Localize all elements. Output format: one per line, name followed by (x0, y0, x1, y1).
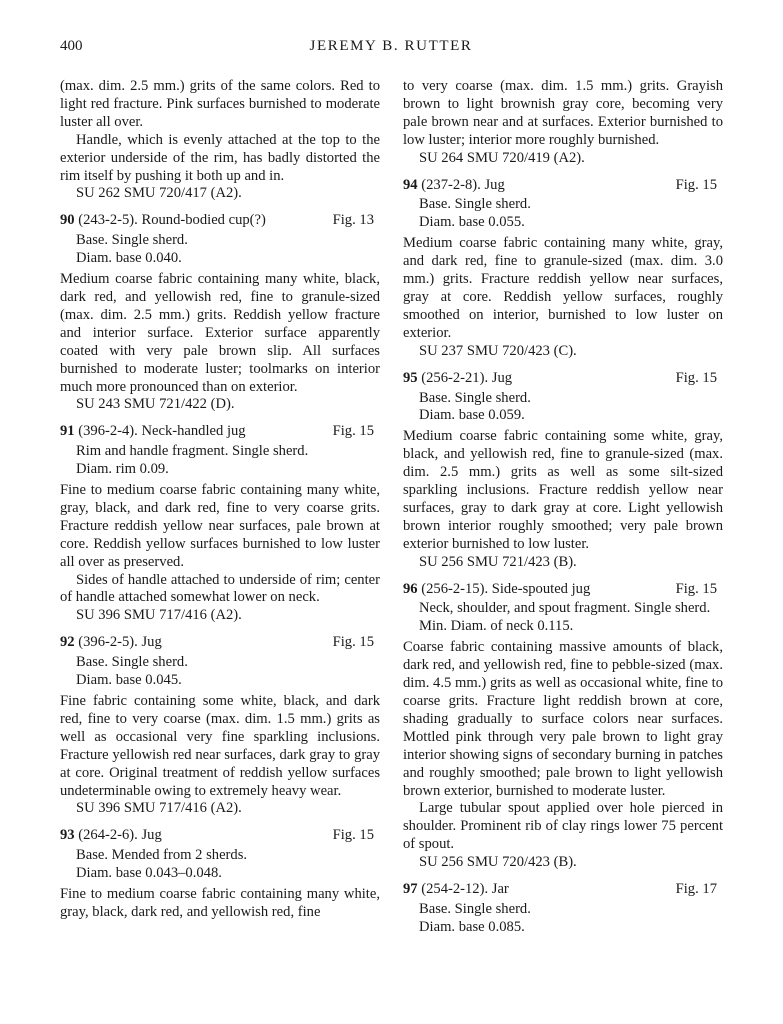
entry-label: (254-2-12). Jar (417, 881, 509, 898)
entry-title (403, 370, 512, 388)
entry-label: (396-2-5). Jug (74, 634, 162, 651)
figure-reference: Fig. 15 (332, 634, 374, 651)
entry-number: 97 (403, 881, 418, 898)
page-header (60, 38, 722, 60)
figure-reference: Fig. 15 (675, 176, 717, 193)
entry-description (403, 196, 723, 232)
paragraph: Coarse fabric containing massive amounts of black, dark red, and yellowish red, fine to pebble-sized (max. dim. 4.5 mm.) grits as well as occasional white, fine to coarse grits. Fracture light reddish brown at core, shading gradually to surface colors near surfaces. Mottled pink through very pale brown to light gray interior showing signs of secondary burning in patches and roughly smoothed; pale brown to light yellowish brown exterior, burnished to moderate luster. (403, 639, 723, 799)
catalog-entry (60, 212, 380, 414)
entry-number: 95 (403, 369, 418, 386)
entry-meta-line: Rim and handle fragment. Single sherd. (76, 443, 309, 460)
entry-number: 93 (60, 827, 75, 844)
entry-label: (256-2-21). Jug (417, 369, 513, 386)
paragraph: Large tubular spout applied over hole pierced in shoulder. Prominent rib of clay rings lower 75 percent of spout. (403, 800, 723, 853)
catalog-entry (60, 423, 380, 625)
entry-title (403, 177, 505, 195)
entry-label: (237-2-8). Jug (417, 176, 505, 193)
entry-meta-line: Base. Single sherd. (76, 654, 188, 671)
catalog-entry (60, 634, 380, 818)
entry-number: 96 (403, 580, 418, 597)
entry-description (60, 232, 380, 268)
entry-heading (403, 881, 723, 899)
paragraph: Fine to medium coarse fabric containing many white, gray, black, and dark red, fine to very coarse grits. Fracture reddish yellow near surfaces, pale brown at core. Reddish yellow surfaces burnished to low luster all over as preserved. (60, 482, 380, 570)
catalog-entry (403, 581, 723, 873)
entry-title (60, 423, 246, 441)
catalog-entry (60, 827, 380, 922)
figure-reference: Fig. 15 (332, 827, 374, 844)
entry-description (403, 390, 723, 426)
entry-meta-line: Diam. base 0.085. (419, 918, 525, 935)
entry-heading (60, 423, 380, 441)
entry-meta-line: Diam. base 0.040. (76, 250, 182, 267)
entry-description (60, 443, 380, 479)
figure-reference: Fig. 15 (675, 369, 717, 386)
entry-meta-line: Base. Single sherd. (419, 900, 531, 917)
entry-meta-line: Diam. base 0.045. (76, 672, 182, 689)
paragraph: Medium coarse fabric containing many white, black, dark red, and yellowish red, fine to granule-sized (max. dim. 2.5 mm.) grits. Reddish yellow fracture and interior surface. Exterior surface apparently coated with very pale brown slip. All surfaces burnished to moderate luster; toolmarks on interior much more pronounced than on exterior. (60, 271, 380, 395)
entry-heading (60, 212, 380, 230)
entry-label: (264-2-6). Jug (74, 827, 162, 844)
entry-meta-line: Base. Single sherd. (419, 389, 531, 406)
paragraph: Medium coarse fabric containing many white, gray, and dark red, fine to granule-sized (max. dim. 3.0 mm.) grits. Fracture reddish yellow near surfaces, gray at core. Reddish yellow surfaces, roughly smoothed on interior, burnished to low luster on exterior. (403, 235, 723, 341)
page-number: 400 (60, 38, 83, 54)
paragraph: Fine to medium coarse fabric containing many white, gray, black, dark red, and yellowish red, fine (60, 886, 380, 920)
paragraph: Fine fabric containing some white, black, and dark red, fine to very coarse (max. dim. 1.5 mm.) grits as well as occasional very fine sparkling inclusions. Fracture yellowish red near surfaces, dark gray to gray at core. Original treatment of reddish yellow surfaces undeterminable owing to extremely heavy wear. (60, 693, 380, 799)
entry-number: 91 (60, 423, 75, 440)
entry-meta-line: Base. Single sherd. (76, 232, 188, 249)
stratigraphic-unit-ref: SU 237 SMU 720/423 (C). (419, 342, 577, 359)
entry-meta-line: Neck, shoulder, and spout fragment. Single sherd. (419, 600, 711, 617)
entry-heading (403, 581, 723, 599)
entry-meta-line: Diam. base 0.059. (419, 407, 525, 424)
entry-number: 94 (403, 176, 418, 193)
entry-description (403, 901, 723, 937)
figure-reference: Fig. 15 (675, 580, 717, 597)
running-head: JEREMY B. RUTTER (309, 38, 473, 54)
stratigraphic-unit-ref: SU 264 SMU 720/419 (A2). (419, 149, 585, 166)
entry-description (60, 654, 380, 690)
entry-number: 90 (60, 212, 75, 229)
entry-title (403, 881, 509, 899)
entry-description (60, 847, 380, 883)
paragraph: Handle, which is evenly attached at the top to the exterior underside of the rim, has badly distorted the rim itself by pushing it both up and in. (60, 131, 380, 184)
catalog-entry (403, 177, 723, 361)
entry-heading (60, 634, 380, 652)
catalog-entry (403, 370, 723, 572)
right-column (403, 78, 723, 940)
paragraph: Medium coarse fabric containing some white, gray, black, and yellowish red, fine to granule-sized (max. dim. 2.5 mm.) grits as well as some silt-sized sparkling inclusions. Fracture reddish yellow near surfaces, gray to dark gray at core. Light yellowish brown interior roughly smoothed; very pale brown exterior burnished to low luster. (403, 428, 723, 552)
entry-meta-line: Min. Diam. of neck 0.115. (419, 618, 574, 635)
figure-reference: Fig. 13 (332, 212, 374, 229)
entry-title (403, 581, 590, 599)
stratigraphic-unit-ref: SU 396 SMU 717/416 (A2). (76, 607, 242, 624)
stratigraphic-unit-ref: SU 256 SMU 720/423 (B). (419, 854, 577, 871)
entry-title (60, 634, 162, 652)
figure-reference: Fig. 15 (332, 423, 374, 440)
entry-label: (243-2-5). Round-bodied cup(?) (74, 212, 266, 229)
paragraph: to very coarse (max. dim. 1.5 mm.) grits. Grayish brown to light brownish gray core, becoming very pale brown near and at surfaces. Exterior burnished to low luster; interior more roughly burnished. (403, 78, 723, 148)
entry-number: 92 (60, 634, 75, 651)
entry-meta-line: Diam. base 0.055. (419, 214, 525, 231)
stratigraphic-unit-ref: SU 396 SMU 717/416 (A2). (76, 800, 242, 817)
figure-reference: Fig. 17 (675, 881, 717, 898)
entry-meta-line: Diam. base 0.043–0.048. (76, 865, 222, 882)
paragraph: (max. dim. 2.5 mm.) grits of the same colors. Red to light red fracture. Pink surfaces burnished to moderate luster all over. (60, 78, 380, 130)
entry-meta-line: Base. Mended from 2 sherds. (76, 847, 248, 864)
stratigraphic-unit-ref: SU 243 SMU 721/422 (D). (76, 396, 235, 413)
entry-meta-line: Base. Single sherd. (419, 196, 531, 213)
entry-label: (256-2-15). Side-spouted jug (417, 580, 591, 597)
entry-title (60, 212, 266, 230)
left-column (60, 78, 380, 922)
entry-label: (396-2-4). Neck-handled jug (74, 423, 246, 440)
entry-meta-line: Diam. rim 0.09. (76, 461, 169, 478)
paragraph: Sides of handle attached to underside of rim; center of handle attached somewhat lower on neck. (60, 571, 380, 606)
entry-title (60, 827, 162, 845)
stratigraphic-unit-ref: SU 262 SMU 720/417 (A2). (76, 185, 242, 202)
entry-heading (403, 177, 723, 195)
entry-heading (60, 827, 380, 845)
catalog-entry (403, 881, 723, 937)
entry-heading (403, 370, 723, 388)
entry-description (403, 600, 723, 636)
stratigraphic-unit-ref: SU 256 SMU 721/423 (B). (419, 553, 577, 570)
